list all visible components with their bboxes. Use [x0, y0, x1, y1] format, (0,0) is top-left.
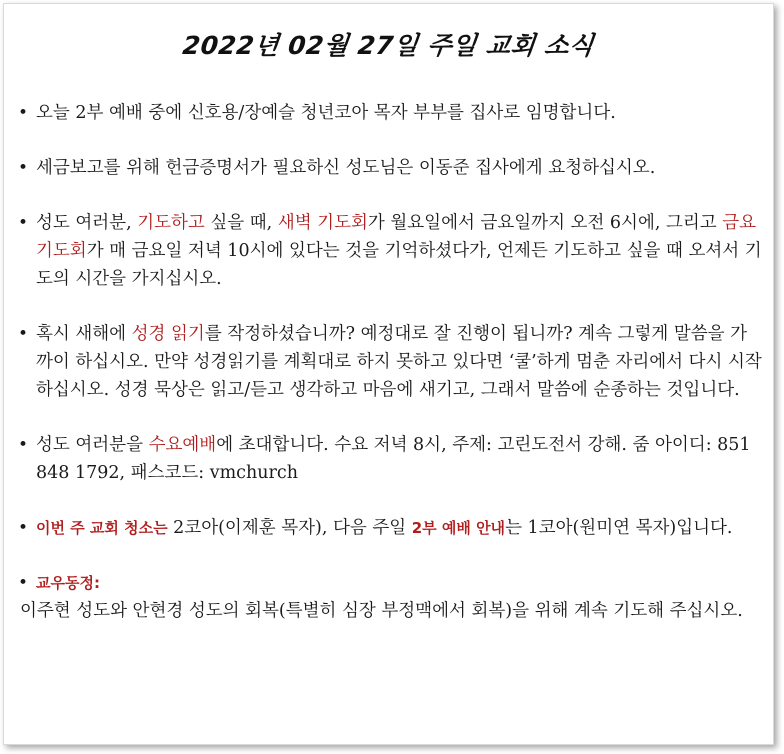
- item-text: 싶을 때,: [204, 213, 278, 233]
- item-text: 성도 여러분을: [36, 435, 149, 455]
- item-text: 성도 여러분,: [36, 213, 138, 233]
- highlight-wednesday-service: 수요예배: [148, 435, 217, 455]
- page-title: 2022년 02월 27일 주일 교회 소식: [181, 31, 596, 60]
- item-text: 가 월요일에서 금요일까지 오전 6시에, 그리고: [367, 213, 723, 233]
- list-item-wednesday-service: [12, 431, 762, 487]
- item-text: 혹시 새해에: [36, 324, 132, 344]
- highlight-bible-reading: 성경 읽기: [131, 324, 205, 344]
- item-text: 2코아(이제훈 목자), 다음 주일: [167, 518, 412, 538]
- announcement-card: [3, 3, 774, 745]
- list-item-tax-receipt: [12, 154, 762, 182]
- announcement-list: [12, 99, 762, 652]
- highlight-dawn-prayer: 새벽 기도회: [277, 213, 368, 233]
- list-item-bible-reading: [12, 320, 762, 404]
- highlight-member-news: 교우동정:: [36, 574, 100, 592]
- list-item-appointment: [12, 99, 762, 127]
- list-item-prayer: [12, 209, 762, 293]
- item-text: 에 초대합니다. 수요 저녁 8시, 주제: 고린도전서 강해. 줌 아이디: 851 848 1792, 패스코드: vmchurch: [36, 435, 751, 483]
- item-text: 가 매 금요일 저녁 10시에 있다는 것을 기억하셨다가, 언제든 기도하고 싶을 때 오셔서 기도의 시간을 가지십시오.: [36, 241, 762, 289]
- item-text: 를 작정하셨습니까? 예정대로 잘 진행이 됩니까? 계속 그렇게 말씀을 가까이 하십시오. 만약 성경읽기를 계획대로 하지 못하고 있다면 ‘쿨’하게 멈춘 자리에서 다시 시작하십시오. 성경 묵상은 읽고/듣고 생각하고 마음에 새기고, 그래서 말씀에 순종하는 것입니다.: [36, 324, 762, 400]
- list-item-cleaning: [12, 514, 762, 542]
- item-text: 세금보고를 위해 헌금증명서가 필요하신 성도님은 이동준 집사에게 요청하십시오.: [36, 158, 656, 178]
- item-text: 는 1코아(원미연 목자)입니다.: [505, 518, 733, 538]
- highlight-usher: 2부 예배 안내: [411, 519, 506, 537]
- highlight-friday-prayer: 금요기도회: [36, 213, 757, 261]
- highlight-cleaning: 이번 주 교회 청소는: [36, 519, 168, 537]
- list-item-member-news: [12, 569, 762, 625]
- item-text: 오늘 2부 예배 중에 신호용/장예슬 청년코아 목자 부부를 집사로 임명합니다.: [36, 103, 616, 123]
- item-text: 이주현 성도와 안현경 성도의 회복(특별히 심장 부정맥에서 회복)을 위해 계속 기도해 주십시오.: [20, 601, 743, 621]
- highlight-prayer: 기도하고: [137, 213, 205, 233]
